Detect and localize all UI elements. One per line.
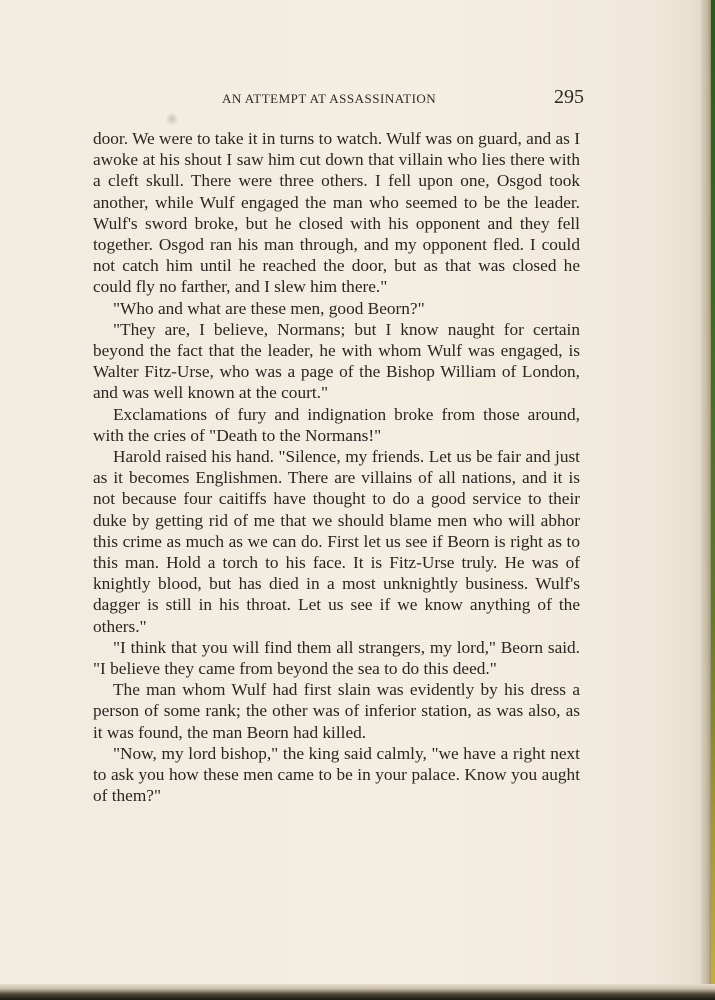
body-text xyxy=(93,128,580,807)
paragraph: Harold raised his hand. "Silence, my friends. Let us be fair and just as it becomes Englishmen. There are villains of all nations, and it is not because four caitiffs have thought to do a good service to their duke by getting rid of me that we should blame men who will abhor this crime as much as we can do. First let us see if Beorn is right as to this man. Hold a torch to his face. It is Fitz-Urse truly. He was of knightly blood, but has died in a most unknightly business. Wulf's dagger is still in his throat. Let us see if we know anything of the others." xyxy=(93,447,580,636)
page-header xyxy=(222,86,584,112)
page-bottom-edge xyxy=(0,984,715,1000)
page-number: 295 xyxy=(554,86,584,108)
binding-edge-strip xyxy=(711,0,715,1000)
paragraph: "I think that you will find them all strangers, my lord," Beorn said. "I believe they came from beyond the sea to do this deed." xyxy=(93,637,580,679)
paragraph: Exclamations of fury and indignation broke from those around, with the cries of "Death to the Normans!" xyxy=(93,404,580,445)
paragraph: "Who and what are these men, good Beorn?" xyxy=(113,298,425,318)
paragraph: "Now, my lord bishop," the king said calmly, "we have a right next to ask you how these men came to be in your palace. Know you aught of them?" xyxy=(93,743,580,806)
running-title: AN ATTEMPT AT ASSASSINATION xyxy=(222,91,437,106)
paragraph: The man whom Wulf had first slain was evidently by his dress a person of some rank; the other was of inferior station, as was also, as it was found, the man Beorn had killed. xyxy=(93,680,580,742)
page-smudge xyxy=(166,112,178,126)
paragraph: door. We were to take it in turns to watch. Wulf was on guard, and as I awoke at his shout I saw him cut down that villain who lies there with a cleft skull. There were three others. I fell upon one, Osgod took another, while Wulf engaged the man who seemed to be the leader. Wulf's sword broke, but he closed with his opponent and they fell together. Osgod ran his man through, and my opponent fled. I could not catch him until he reached the door, but as that was closed he could fly no farther, and I slew him there." xyxy=(93,129,580,297)
paragraph: "They are, I believe, Normans; but I know naught for certain beyond the fact that the leader, he with whom Wulf was engaged, is Walter Fitz-Urse, who was a page of the Bishop William of London, and was well known at the court." xyxy=(93,319,580,403)
